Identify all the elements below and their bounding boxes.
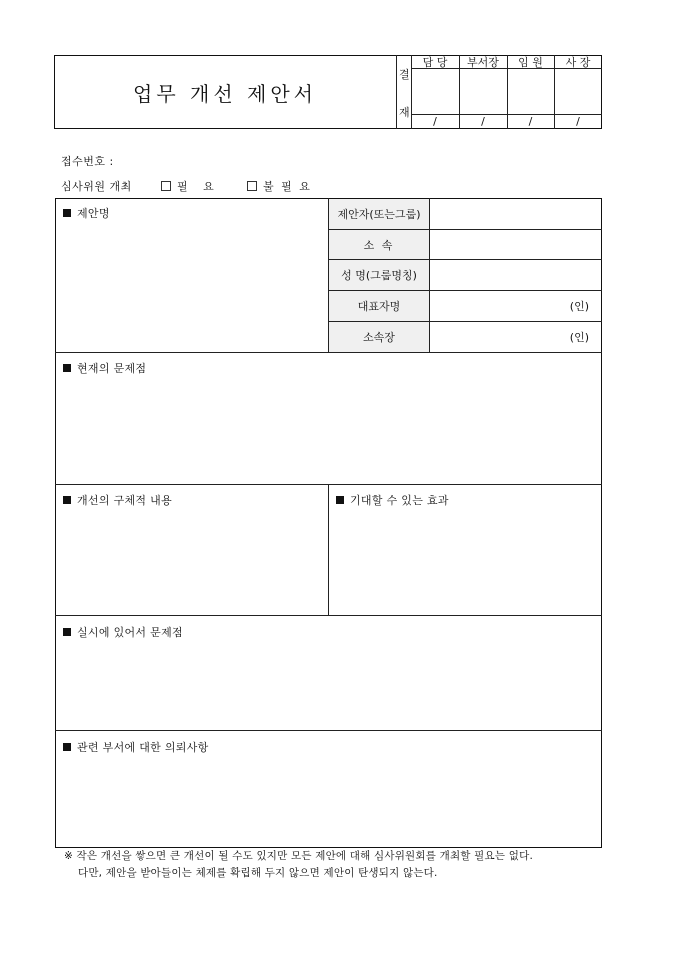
dept-head-label: 소속장	[329, 322, 429, 352]
bullet-square-icon	[63, 209, 71, 217]
approval-col-staff: 담 당	[422, 55, 448, 69]
implementation-issue-field[interactable]	[56, 639, 601, 729]
representative-label: 대표자명	[329, 291, 429, 321]
bullet-square-icon	[63, 628, 71, 636]
section-line	[55, 352, 602, 353]
section-current-problem-label: 현재의 문제점	[77, 362, 147, 375]
representative-seal[interactable]: (인)	[569, 300, 589, 313]
approval-sign-dept-head[interactable]	[460, 69, 506, 113]
section-implementation-issue	[63, 624, 183, 640]
document-title: 업무 개선 제안서	[133, 81, 317, 106]
approval-sign-executive[interactable]	[508, 69, 553, 113]
review-option-needed[interactable]	[161, 178, 220, 194]
group-name-label: 성 명(그룹명칭)	[329, 260, 429, 290]
review-label: 심사위원 개최	[61, 180, 132, 193]
review-option-not-needed-label: 불 필 요	[263, 180, 312, 193]
bullet-square-icon	[63, 364, 71, 372]
approval-sign-staff[interactable]	[412, 69, 458, 113]
approval-jae: 재	[399, 106, 411, 119]
receipt-number-label: 접수번호 :	[61, 155, 114, 168]
section-proposal-name	[63, 205, 110, 221]
section-improvement-detail-label: 개선의 구체적 내용	[77, 494, 173, 507]
bullet-square-icon	[63, 496, 71, 504]
bullet-square-icon	[63, 743, 71, 751]
section-line	[55, 615, 602, 616]
affiliation-label: 소 속	[329, 230, 429, 259]
approval-gyeol: 결	[399, 68, 411, 81]
section-line	[55, 730, 602, 731]
approval-date-mark: /	[481, 115, 485, 128]
approval-col-executive: 임 원	[518, 55, 543, 69]
approval-date-mark: /	[528, 115, 533, 128]
review-option-needed-label: 필 요	[177, 180, 220, 193]
section-related-request	[63, 739, 209, 755]
related-request-field[interactable]	[56, 754, 601, 847]
checkbox-needed[interactable]	[161, 181, 171, 191]
review-option-not-needed[interactable]	[247, 178, 312, 194]
proposal-name-field[interactable]	[56, 220, 328, 351]
proposer-input[interactable]	[430, 199, 601, 229]
expected-effect-field[interactable]	[329, 507, 601, 614]
approval-date-mark: /	[576, 115, 580, 128]
checkbox-not-needed[interactable]	[247, 181, 257, 191]
section-expected-effect	[336, 492, 449, 508]
approval-date-mark: /	[433, 115, 437, 128]
bullet-square-icon	[336, 496, 344, 504]
approval-divider	[396, 55, 397, 129]
dept-head-seal[interactable]: (인)	[569, 331, 589, 344]
approval-sign-president[interactable]	[555, 69, 601, 113]
section-implementation-issue-label: 실시에 있어서 문제점	[77, 626, 183, 639]
section-expected-effect-label: 기대할 수 있는 효과	[350, 494, 449, 507]
proposer-label: 제안자(또는그룹)	[329, 199, 429, 229]
footnote-line-1: ※ 작은 개선을 쌓으면 큰 개선이 될 수도 있지만 모든 제안에 대해 심사위원회를 개최할 필요는 없다.	[64, 850, 533, 862]
section-related-request-label: 관련 부서에 대한 의뢰사항	[77, 741, 209, 754]
approval-col-dept-head: 부서장	[467, 55, 499, 69]
section-proposal-name-label: 제안명	[77, 207, 110, 220]
section-current-problem	[63, 360, 146, 376]
current-problem-field[interactable]	[56, 375, 601, 483]
footnote-line-2: 다만, 제안을 받아들이는 체제를 확립해 두지 않으면 제안이 탄생되지 않는다.	[78, 867, 438, 879]
improvement-detail-field[interactable]	[56, 507, 327, 614]
approval-col-president: 사 장	[565, 55, 591, 69]
group-name-input[interactable]	[430, 260, 601, 290]
affiliation-input[interactable]	[430, 230, 601, 259]
section-improvement-detail	[63, 492, 172, 508]
